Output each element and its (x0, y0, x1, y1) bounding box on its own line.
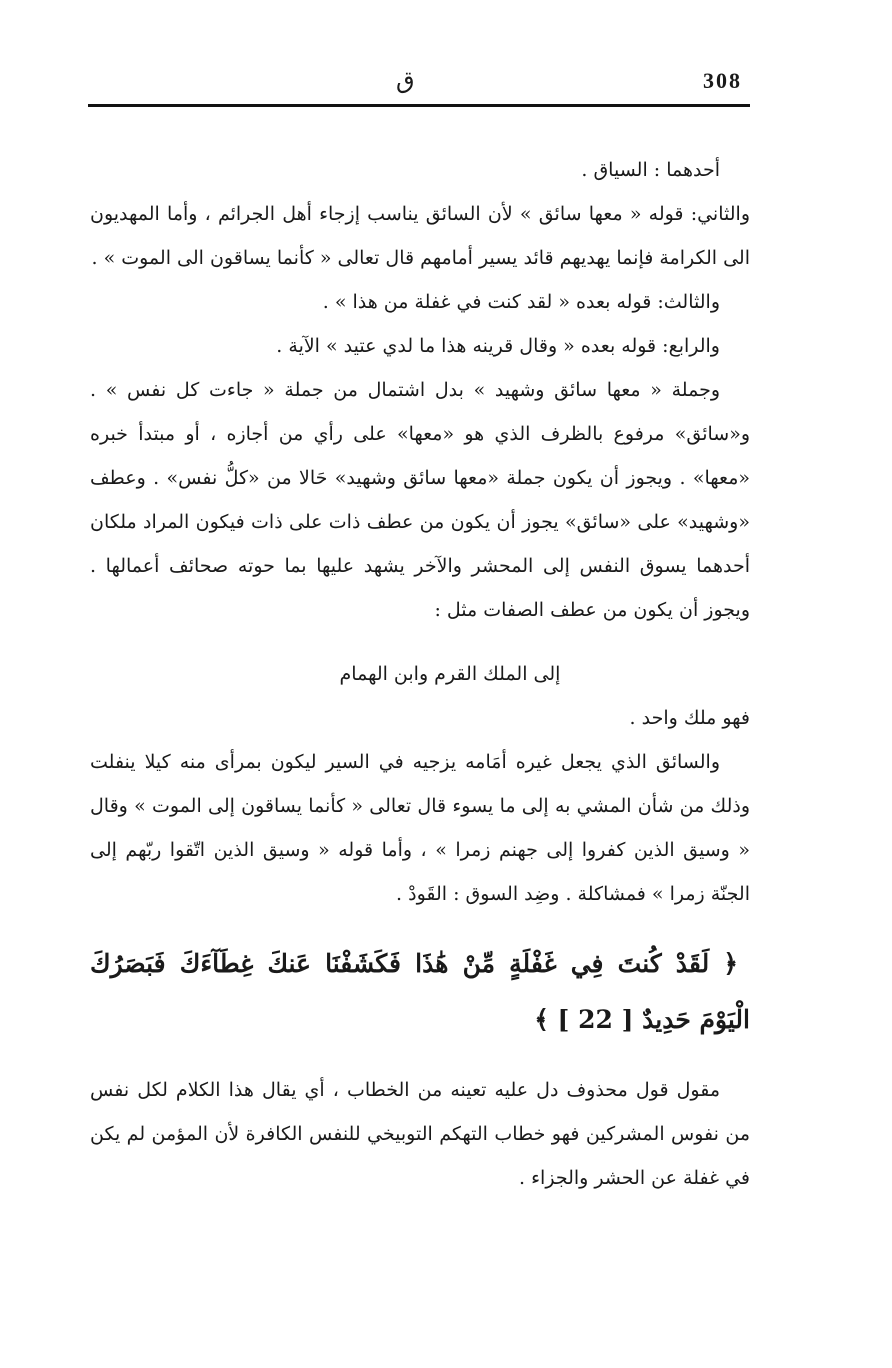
running-head: ق (396, 66, 415, 94)
paragraph-7: والسائق الذي يجعل غيره أمَامه يزجيه في السير ليكون بمرأى منه كيلا ينفلت وذلك من شأن المشي به إلى ما يسوء قال تعالى « كأنما يساقون إلى الموت » وقال « وسيق الذين كفروا إلى جهنم زمرا » ، وأما قوله « وسيق الذين اتّقوا ربّهم إلى الجنّة زمرا » فمشاكلة . وضِد السوق : القَودْ . (90, 751, 750, 905)
spacer (90, 916, 750, 936)
paragraph-5: وجملة « معها سائق وشهيد » بدل اشتمال من جملة « جاءت كل نفس » . و«سائق» مرفوع بالظرف الذي هو «معها» على رأي من أجازه ، أو مبتدأ خبره «معها» . ويجوز أن يكون جملة «معها سائق وشهيد» حَالا من «كلُّ نفس» . وعطف «وشهيد» على «سائق» يجوز أن يكون من عطف ذات على ذات فيكون المراد ملكان أحدهما يسوق النفس إلى المحشر والآخر يشهد عليها بما حوته صحائف أعمالها . ويجوز أن يكون من عطف الصفات مثل : (90, 379, 750, 621)
spacer (90, 632, 750, 652)
poetry-verse: إلى الملك القرم وابن الهمام (339, 663, 561, 685)
paragraph-3: والثالث: قوله بعده « لقد كنت في غفلة من هذا » . (322, 291, 720, 313)
page-number: 308 (703, 68, 742, 93)
spacer (90, 1048, 750, 1068)
paragraph-1: أحدهما : السياق . (581, 159, 720, 181)
paragraph-2: والثاني: قوله « معها سائق » لأن السائق يناسب إزجاء أهل الجرائم ، وأما المهديون الى الكرامة فإنما يهديهم قائد يسير أمامهم قال تعالى « كأنما يساقون الى الموت » . (90, 203, 750, 269)
page-header (88, 64, 750, 100)
quran-verse: ﴿ لَقَدْ كُنتَ فِي غَفْلَةٍ مِّنْ هَٰذَا فَكَشَفْنَا عَنكَ غِطَآءَكَ فَبَصَرُكَ الْيَوْمَ حَدِيدٌ [ 22 ] ﴾ (90, 949, 750, 1034)
header-rule (88, 104, 750, 107)
page-body (90, 148, 750, 1200)
paragraph-6: فهو ملك واحد . (629, 707, 750, 729)
paragraph-4: والرابع: قوله بعده « وقال قرينه هذا ما لدي عتيد » الآية . (276, 335, 720, 357)
paragraph-8: مقول قول محذوف دل عليه تعينه من الخطاب ، أي يقال هذا الكلام لكل نفس من نفوس المشركين فهو خطاب التهكم التوبيخي للنفس الكافرة لأن المؤمن لم يكن في غفلة عن الحشر والجزاء . (90, 1079, 750, 1189)
